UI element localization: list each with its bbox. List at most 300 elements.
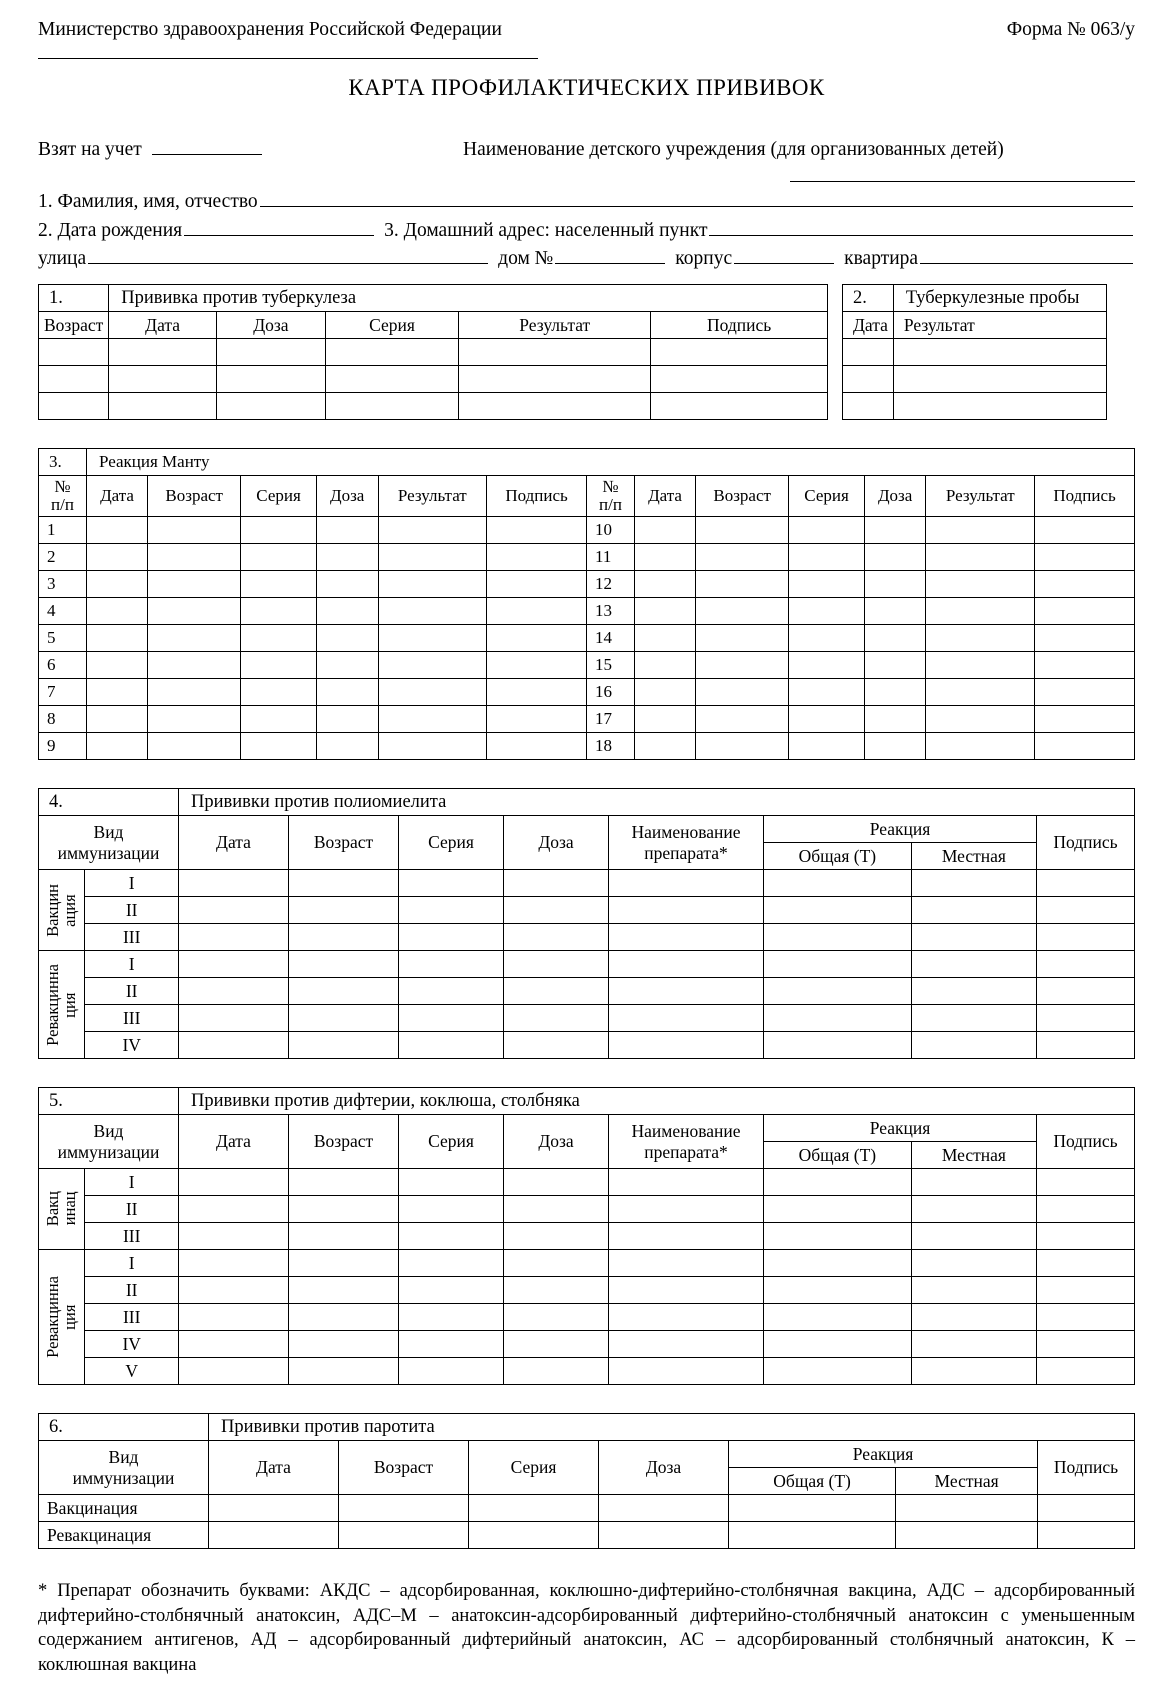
cell[interactable] bbox=[764, 978, 912, 1005]
cell[interactable] bbox=[911, 1196, 1036, 1223]
cell[interactable] bbox=[864, 652, 926, 679]
cell[interactable] bbox=[911, 897, 1036, 924]
cell[interactable] bbox=[316, 517, 378, 544]
cell[interactable] bbox=[241, 598, 317, 625]
cell[interactable] bbox=[1037, 1358, 1135, 1385]
cell[interactable] bbox=[843, 393, 894, 420]
institution-name-blank[interactable] bbox=[790, 181, 1135, 182]
cell[interactable] bbox=[1038, 1495, 1135, 1522]
cell[interactable] bbox=[926, 598, 1035, 625]
cell[interactable] bbox=[39, 393, 109, 420]
cell[interactable] bbox=[399, 1304, 504, 1331]
cell[interactable] bbox=[339, 1495, 469, 1522]
table-row[interactable] bbox=[39, 652, 1135, 679]
table-row[interactable] bbox=[39, 366, 828, 393]
cell[interactable] bbox=[148, 652, 241, 679]
cell[interactable] bbox=[634, 625, 695, 652]
cell[interactable] bbox=[378, 706, 487, 733]
cell[interactable] bbox=[911, 951, 1036, 978]
cell[interactable] bbox=[399, 870, 504, 897]
cell[interactable] bbox=[487, 598, 587, 625]
cell[interactable] bbox=[609, 1169, 764, 1196]
registered-date-blank[interactable] bbox=[152, 135, 262, 155]
cell[interactable] bbox=[179, 870, 289, 897]
cell[interactable] bbox=[926, 679, 1035, 706]
cell[interactable] bbox=[504, 1358, 609, 1385]
cell[interactable] bbox=[179, 951, 289, 978]
cell[interactable] bbox=[696, 706, 789, 733]
cell[interactable] bbox=[789, 733, 865, 760]
cell[interactable] bbox=[289, 951, 399, 978]
cell[interactable] bbox=[609, 1005, 764, 1032]
cell[interactable] bbox=[289, 897, 399, 924]
cell[interactable] bbox=[634, 679, 695, 706]
cell[interactable] bbox=[504, 897, 609, 924]
cell[interactable] bbox=[911, 924, 1036, 951]
cell[interactable] bbox=[609, 897, 764, 924]
cell[interactable] bbox=[599, 1522, 729, 1549]
cell[interactable] bbox=[911, 1169, 1036, 1196]
cell[interactable] bbox=[651, 339, 828, 366]
cell[interactable] bbox=[1037, 1032, 1135, 1059]
cell[interactable] bbox=[109, 366, 217, 393]
cell[interactable] bbox=[87, 679, 148, 706]
cell[interactable] bbox=[764, 1277, 912, 1304]
cell[interactable] bbox=[926, 733, 1035, 760]
cell[interactable] bbox=[911, 1250, 1036, 1277]
cell[interactable] bbox=[609, 1331, 764, 1358]
cell[interactable] bbox=[179, 1032, 289, 1059]
cell[interactable] bbox=[1037, 1277, 1135, 1304]
cell[interactable] bbox=[504, 1032, 609, 1059]
cell[interactable] bbox=[1037, 1331, 1135, 1358]
cell[interactable] bbox=[339, 1522, 469, 1549]
cell[interactable] bbox=[399, 1331, 504, 1358]
cell[interactable] bbox=[1037, 924, 1135, 951]
cell[interactable] bbox=[1037, 978, 1135, 1005]
cell[interactable] bbox=[87, 625, 148, 652]
cell[interactable] bbox=[926, 571, 1035, 598]
cell[interactable] bbox=[764, 951, 912, 978]
cell[interactable] bbox=[216, 339, 325, 366]
cell[interactable] bbox=[487, 706, 587, 733]
cell[interactable] bbox=[1038, 1522, 1135, 1549]
table-row[interactable] bbox=[39, 951, 1135, 978]
table-row[interactable] bbox=[39, 897, 1135, 924]
table-row[interactable] bbox=[843, 339, 1107, 366]
cell[interactable] bbox=[148, 733, 241, 760]
cell[interactable] bbox=[911, 1304, 1036, 1331]
cell[interactable] bbox=[926, 544, 1035, 571]
cell[interactable] bbox=[1035, 598, 1135, 625]
cell[interactable] bbox=[399, 1223, 504, 1250]
cell[interactable] bbox=[634, 517, 695, 544]
cell[interactable] bbox=[179, 924, 289, 951]
cell[interactable] bbox=[609, 870, 764, 897]
cell[interactable] bbox=[634, 598, 695, 625]
cell[interactable] bbox=[764, 897, 912, 924]
cell[interactable] bbox=[289, 1250, 399, 1277]
cell[interactable] bbox=[399, 1196, 504, 1223]
cell[interactable] bbox=[487, 517, 587, 544]
cell[interactable] bbox=[609, 1304, 764, 1331]
cell[interactable] bbox=[316, 571, 378, 598]
table-row[interactable] bbox=[39, 1495, 1135, 1522]
cell[interactable] bbox=[289, 1032, 399, 1059]
cell[interactable] bbox=[634, 733, 695, 760]
table-row[interactable] bbox=[39, 571, 1135, 598]
cell[interactable] bbox=[209, 1495, 339, 1522]
cell[interactable] bbox=[241, 652, 317, 679]
cell[interactable] bbox=[469, 1522, 599, 1549]
cell[interactable] bbox=[109, 393, 217, 420]
cell[interactable] bbox=[487, 571, 587, 598]
cell[interactable] bbox=[487, 733, 587, 760]
cell[interactable] bbox=[241, 706, 317, 733]
cell[interactable] bbox=[504, 1250, 609, 1277]
cell[interactable] bbox=[87, 598, 148, 625]
cell[interactable] bbox=[148, 625, 241, 652]
cell[interactable] bbox=[378, 625, 487, 652]
cell[interactable] bbox=[1035, 733, 1135, 760]
cell[interactable] bbox=[316, 625, 378, 652]
cell[interactable] bbox=[289, 1304, 399, 1331]
cell[interactable] bbox=[609, 951, 764, 978]
cell[interactable] bbox=[504, 1005, 609, 1032]
cell[interactable] bbox=[609, 1223, 764, 1250]
cell[interactable] bbox=[316, 679, 378, 706]
cell[interactable] bbox=[893, 339, 1106, 366]
cell[interactable] bbox=[1037, 1250, 1135, 1277]
table-row[interactable] bbox=[39, 1032, 1135, 1059]
cell[interactable] bbox=[378, 571, 487, 598]
cell[interactable] bbox=[241, 625, 317, 652]
cell[interactable] bbox=[148, 517, 241, 544]
cell[interactable] bbox=[789, 679, 865, 706]
cell[interactable] bbox=[764, 870, 912, 897]
cell[interactable] bbox=[1037, 1169, 1135, 1196]
cell[interactable] bbox=[399, 897, 504, 924]
cell[interactable] bbox=[764, 924, 912, 951]
cell[interactable] bbox=[729, 1522, 896, 1549]
cell[interactable] bbox=[696, 733, 789, 760]
cell[interactable] bbox=[378, 652, 487, 679]
cell[interactable] bbox=[39, 366, 109, 393]
cell[interactable] bbox=[504, 1277, 609, 1304]
cell[interactable] bbox=[87, 733, 148, 760]
cell[interactable] bbox=[864, 544, 926, 571]
cell[interactable] bbox=[504, 1169, 609, 1196]
cell[interactable] bbox=[1035, 679, 1135, 706]
cell[interactable] bbox=[609, 1358, 764, 1385]
cell[interactable] bbox=[764, 1005, 912, 1032]
cell[interactable] bbox=[789, 625, 865, 652]
cell[interactable] bbox=[1035, 571, 1135, 598]
cell[interactable] bbox=[696, 571, 789, 598]
cell[interactable] bbox=[487, 544, 587, 571]
table-row[interactable] bbox=[39, 679, 1135, 706]
table-row[interactable] bbox=[39, 1331, 1135, 1358]
cell[interactable] bbox=[504, 924, 609, 951]
cell[interactable] bbox=[179, 1358, 289, 1385]
cell[interactable] bbox=[378, 517, 487, 544]
cell[interactable] bbox=[729, 1495, 896, 1522]
table-row[interactable] bbox=[39, 544, 1135, 571]
cell[interactable] bbox=[696, 625, 789, 652]
table-row[interactable] bbox=[39, 598, 1135, 625]
cell[interactable] bbox=[487, 652, 587, 679]
cell[interactable] bbox=[789, 544, 865, 571]
cell[interactable] bbox=[843, 366, 894, 393]
cell[interactable] bbox=[789, 598, 865, 625]
table-row[interactable] bbox=[843, 393, 1107, 420]
cell[interactable] bbox=[911, 978, 1036, 1005]
cell[interactable] bbox=[764, 1032, 912, 1059]
cell[interactable] bbox=[911, 1277, 1036, 1304]
cell[interactable] bbox=[179, 1169, 289, 1196]
cell[interactable] bbox=[504, 870, 609, 897]
cell[interactable] bbox=[609, 1196, 764, 1223]
cell[interactable] bbox=[289, 1331, 399, 1358]
cell[interactable] bbox=[926, 517, 1035, 544]
cell[interactable] bbox=[216, 393, 325, 420]
cell[interactable] bbox=[764, 1223, 912, 1250]
cell[interactable] bbox=[864, 598, 926, 625]
cell[interactable] bbox=[696, 544, 789, 571]
cell[interactable] bbox=[789, 517, 865, 544]
cell[interactable] bbox=[399, 978, 504, 1005]
table-row[interactable] bbox=[843, 366, 1107, 393]
cell[interactable] bbox=[39, 339, 109, 366]
birth-input-blank[interactable] bbox=[184, 216, 374, 236]
cell[interactable] bbox=[634, 706, 695, 733]
cell[interactable] bbox=[378, 598, 487, 625]
cell[interactable] bbox=[289, 924, 399, 951]
cell[interactable] bbox=[911, 1358, 1036, 1385]
cell[interactable] bbox=[1037, 1005, 1135, 1032]
table-row[interactable] bbox=[39, 339, 828, 366]
table-row[interactable] bbox=[39, 733, 1135, 760]
cell[interactable] bbox=[1037, 870, 1135, 897]
cell[interactable] bbox=[609, 924, 764, 951]
cell[interactable] bbox=[179, 1304, 289, 1331]
building-input-blank[interactable] bbox=[734, 245, 834, 265]
table-row[interactable] bbox=[39, 1169, 1135, 1196]
cell[interactable] bbox=[504, 1304, 609, 1331]
cell[interactable] bbox=[87, 544, 148, 571]
table-row[interactable] bbox=[39, 393, 828, 420]
cell[interactable] bbox=[1035, 625, 1135, 652]
locality-input-blank[interactable] bbox=[709, 216, 1133, 236]
cell[interactable] bbox=[399, 1169, 504, 1196]
cell[interactable] bbox=[696, 598, 789, 625]
cell[interactable] bbox=[896, 1522, 1038, 1549]
cell[interactable] bbox=[911, 1223, 1036, 1250]
cell[interactable] bbox=[487, 679, 587, 706]
cell[interactable] bbox=[399, 1277, 504, 1304]
table-row[interactable] bbox=[39, 1522, 1135, 1549]
cell[interactable] bbox=[634, 571, 695, 598]
cell[interactable] bbox=[764, 1304, 912, 1331]
cell[interactable] bbox=[289, 870, 399, 897]
cell[interactable] bbox=[316, 733, 378, 760]
cell[interactable] bbox=[504, 978, 609, 1005]
cell[interactable] bbox=[504, 951, 609, 978]
table-row[interactable] bbox=[39, 1358, 1135, 1385]
cell[interactable] bbox=[696, 679, 789, 706]
cell[interactable] bbox=[378, 679, 487, 706]
cell[interactable] bbox=[926, 652, 1035, 679]
cell[interactable] bbox=[1037, 1223, 1135, 1250]
cell[interactable] bbox=[87, 652, 148, 679]
cell[interactable] bbox=[634, 544, 695, 571]
cell[interactable] bbox=[148, 679, 241, 706]
cell[interactable] bbox=[289, 1196, 399, 1223]
cell[interactable] bbox=[378, 544, 487, 571]
apartment-input-blank[interactable] bbox=[920, 245, 1133, 265]
cell[interactable] bbox=[911, 1005, 1036, 1032]
cell[interactable] bbox=[789, 706, 865, 733]
cell[interactable] bbox=[179, 978, 289, 1005]
cell[interactable] bbox=[316, 598, 378, 625]
cell[interactable] bbox=[378, 733, 487, 760]
cell[interactable] bbox=[504, 1331, 609, 1358]
cell[interactable] bbox=[148, 544, 241, 571]
cell[interactable] bbox=[926, 706, 1035, 733]
cell[interactable] bbox=[289, 1005, 399, 1032]
cell[interactable] bbox=[399, 951, 504, 978]
cell[interactable] bbox=[179, 1196, 289, 1223]
cell[interactable] bbox=[289, 978, 399, 1005]
cell[interactable] bbox=[789, 652, 865, 679]
cell[interactable] bbox=[864, 679, 926, 706]
cell[interactable] bbox=[316, 544, 378, 571]
house-input-blank[interactable] bbox=[555, 245, 665, 265]
cell[interactable] bbox=[109, 339, 217, 366]
cell[interactable] bbox=[864, 517, 926, 544]
table-row[interactable] bbox=[39, 517, 1135, 544]
cell[interactable] bbox=[325, 366, 458, 393]
table-row[interactable] bbox=[39, 1277, 1135, 1304]
cell[interactable] bbox=[179, 1223, 289, 1250]
cell[interactable] bbox=[864, 706, 926, 733]
table-row[interactable] bbox=[39, 1223, 1135, 1250]
cell[interactable] bbox=[634, 652, 695, 679]
cell[interactable] bbox=[179, 1277, 289, 1304]
cell[interactable] bbox=[469, 1495, 599, 1522]
fio-input-blank[interactable] bbox=[260, 188, 1133, 208]
cell[interactable] bbox=[843, 339, 894, 366]
cell[interactable] bbox=[1035, 517, 1135, 544]
cell[interactable] bbox=[399, 1032, 504, 1059]
cell[interactable] bbox=[316, 652, 378, 679]
table-row[interactable] bbox=[39, 1005, 1135, 1032]
cell[interactable] bbox=[241, 517, 317, 544]
street-input-blank[interactable] bbox=[88, 245, 488, 265]
cell[interactable] bbox=[864, 625, 926, 652]
cell[interactable] bbox=[399, 1358, 504, 1385]
cell[interactable] bbox=[609, 1277, 764, 1304]
table-row[interactable] bbox=[39, 924, 1135, 951]
cell[interactable] bbox=[864, 571, 926, 598]
cell[interactable] bbox=[911, 1032, 1036, 1059]
cell[interactable] bbox=[609, 1250, 764, 1277]
table-row[interactable] bbox=[39, 1304, 1135, 1331]
cell[interactable] bbox=[289, 1169, 399, 1196]
cell[interactable] bbox=[1037, 951, 1135, 978]
cell[interactable] bbox=[864, 733, 926, 760]
cell[interactable] bbox=[651, 366, 828, 393]
cell[interactable] bbox=[87, 517, 148, 544]
table-row[interactable] bbox=[39, 1196, 1135, 1223]
cell[interactable] bbox=[1037, 1196, 1135, 1223]
cell[interactable] bbox=[87, 706, 148, 733]
cell[interactable] bbox=[179, 1250, 289, 1277]
cell[interactable] bbox=[696, 652, 789, 679]
cell[interactable] bbox=[504, 1223, 609, 1250]
cell[interactable] bbox=[459, 339, 651, 366]
cell[interactable] bbox=[316, 706, 378, 733]
cell[interactable] bbox=[87, 571, 148, 598]
cell[interactable] bbox=[1035, 652, 1135, 679]
cell[interactable] bbox=[399, 1250, 504, 1277]
cell[interactable] bbox=[764, 1169, 912, 1196]
cell[interactable] bbox=[1035, 544, 1135, 571]
cell[interactable] bbox=[696, 517, 789, 544]
cell[interactable] bbox=[179, 1005, 289, 1032]
cell[interactable] bbox=[487, 625, 587, 652]
table-row[interactable] bbox=[39, 870, 1135, 897]
cell[interactable] bbox=[911, 1331, 1036, 1358]
cell[interactable] bbox=[148, 706, 241, 733]
table-row[interactable] bbox=[39, 706, 1135, 733]
cell[interactable] bbox=[241, 544, 317, 571]
cell[interactable] bbox=[399, 924, 504, 951]
cell[interactable] bbox=[179, 897, 289, 924]
table-row[interactable] bbox=[39, 1250, 1135, 1277]
cell[interactable] bbox=[399, 1005, 504, 1032]
cell[interactable] bbox=[911, 870, 1036, 897]
cell[interactable] bbox=[764, 1196, 912, 1223]
cell[interactable] bbox=[599, 1495, 729, 1522]
cell[interactable] bbox=[179, 1331, 289, 1358]
cell[interactable] bbox=[216, 366, 325, 393]
cell[interactable] bbox=[241, 571, 317, 598]
cell[interactable] bbox=[764, 1331, 912, 1358]
cell[interactable] bbox=[289, 1277, 399, 1304]
cell[interactable] bbox=[289, 1358, 399, 1385]
cell[interactable] bbox=[148, 598, 241, 625]
cell[interactable] bbox=[1035, 706, 1135, 733]
cell[interactable] bbox=[241, 733, 317, 760]
cell[interactable] bbox=[893, 393, 1106, 420]
cell[interactable] bbox=[926, 625, 1035, 652]
cell[interactable] bbox=[504, 1196, 609, 1223]
cell[interactable] bbox=[1037, 1304, 1135, 1331]
cell[interactable] bbox=[896, 1495, 1038, 1522]
cell[interactable] bbox=[893, 366, 1106, 393]
cell[interactable] bbox=[651, 393, 828, 420]
cell[interactable] bbox=[764, 1358, 912, 1385]
cell[interactable] bbox=[148, 571, 241, 598]
cell[interactable] bbox=[789, 571, 865, 598]
table-row[interactable] bbox=[39, 978, 1135, 1005]
cell[interactable] bbox=[459, 393, 651, 420]
cell[interactable] bbox=[609, 978, 764, 1005]
cell[interactable] bbox=[325, 393, 458, 420]
cell[interactable] bbox=[289, 1223, 399, 1250]
cell[interactable] bbox=[209, 1522, 339, 1549]
